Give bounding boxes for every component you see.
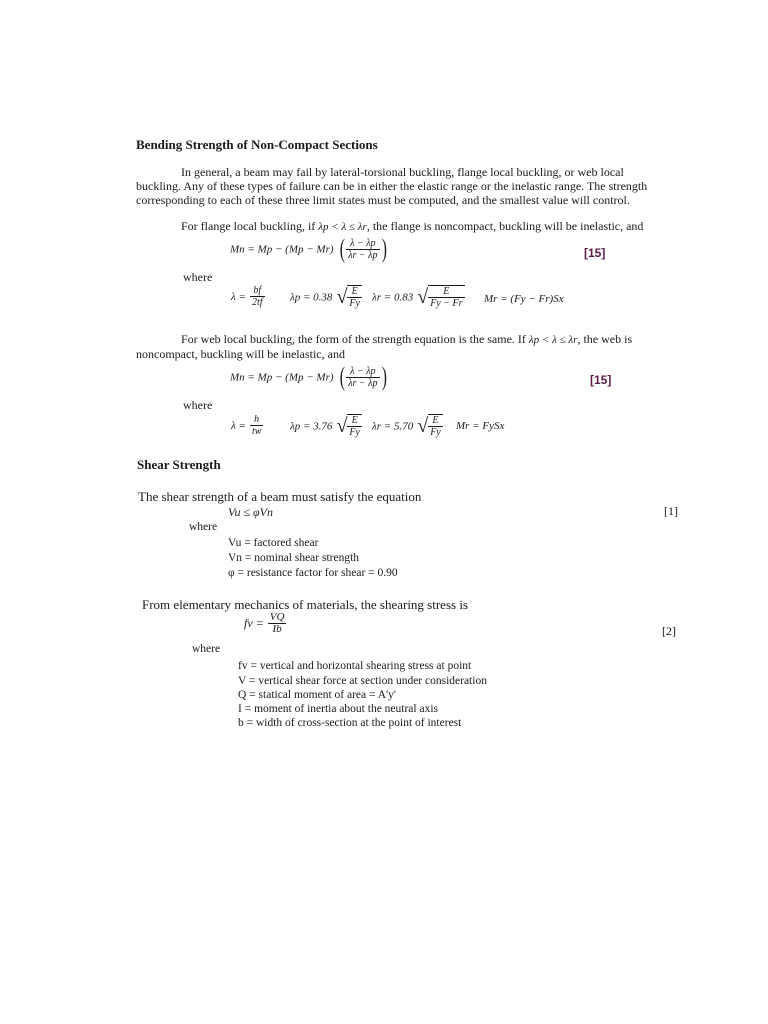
fraction-numerator: E [347,415,362,427]
fraction-denominator: λr − λp [348,249,378,261]
equation-number: [15] [590,373,612,387]
mechanics-intro: From elementary mechanics of materials, the shearing stress is [142,597,468,612]
web-intro-text-end: , the web is [577,332,633,346]
where-label: where [183,270,213,284]
fraction-denominator: Fy − Fr [430,298,463,309]
equation-number: [1] [664,504,678,518]
flange-intro-text-end: , the flange is noncompact, buckling will be inelastic, and [366,219,644,233]
definition-b: b = width of cross-section at the point of interest [238,717,462,729]
web-buckling-intro-line2: noncompact, buckling will be inelastic, and [136,347,345,361]
paragraph-intro-line2: buckling. Any of these types of failure can be in either the elastic range or the inelastic range. The strength [136,179,648,193]
equation-number: [15] [584,246,606,260]
paragraph-intro-line1: In general, a beam may fail by lateral-torsional buckling, flange local buckling, or web local [181,165,624,179]
equation-web-mn: Mn = Mp − (Mp − Mr) ( $\frac{\lambda - \lambda p}{\lambda r - \lambda p}$ ) [230,362,387,391]
section-heading-bending: Bending Strength of Non-Compact Sections [136,137,378,152]
equation-shear-limit: Vu ≤ φVn [228,505,273,519]
fraction-denominator: tw [251,426,262,437]
lambda-p-expr: λp = 0.38 [290,291,333,304]
lambda-lhs: λ = [231,291,246,304]
fraction-numerator: λ − λp [346,366,379,378]
web-mr-def: Mr = FySx [456,420,505,432]
fraction-denominator: Fy [430,427,441,438]
fraction-numerator: h [250,414,263,426]
web-lambda-p-def: λp = 3.76 √ $\frac{E}{Fy}$ [290,414,360,438]
fraction-numerator: VQ [269,611,285,623]
equation-shear-stress [244,612,286,635]
fraction-denominator: λr − λp [348,377,378,389]
web-intro-text: For web local buckling, the form of the strength equation is the same. If [181,332,529,346]
fraction-denominator: 2tf [251,297,263,308]
flange-lambda-def [231,285,265,308]
definition-phi: φ = resistance factor for shear = 0.90 [228,567,398,579]
fraction-numerator: E [347,286,362,298]
fraction-numerator: bf [250,285,265,297]
definition-vu: Vu = factored shear [228,537,319,549]
definition-fv: fv = vertical and horizontal shearing stress at point [238,660,472,672]
definition-q: Q = statical moment of area = A'y' [238,689,396,701]
web-lambda-r-def: λr = 5.70 √ $\frac{E}{Fy}$ [372,414,441,438]
definition-v: V = vertical shear force at section under consideration [238,675,487,687]
equation-lhs: fv = [244,616,264,631]
where-label: where [189,521,218,533]
paragraph-intro-line3: corresponding to each of these three limit states must be computed, and the smallest value will control. [136,193,630,207]
flange-intro-text: For flange local buckling, if [181,219,319,233]
where-label: where [192,643,221,655]
web-lambda-def [231,414,263,437]
equation-lhs: Mn = Mp − (Mp − Mr) [230,371,334,384]
lambda-lhs: λ = [231,420,246,433]
fraction-numerator: E [428,415,443,427]
fraction-numerator: E [428,286,464,298]
fraction-denominator: Fy [349,298,360,309]
definition-vn: Vn = nominal shear strength [228,552,360,564]
fraction-numerator: λ − λp [346,238,379,250]
fraction-denominator: Ib [272,623,282,635]
shear-intro: The shear strength of a beam must satisfy the equation [138,489,422,504]
flange-condition: λp < λ ≤ λr [318,221,367,233]
equation-flange-mn: Mn = Mp − (Mp − Mr) ( $\frac{\lambda - \lambda p}{\lambda r - \lambda p}$ ) [230,234,387,263]
flange-lambda-r-def: λr = 0.83 √ $\frac{E}{Fy - Fr}$ [372,285,463,309]
where-label: where [183,398,213,412]
lambda-r-expr: λr = 0.83 [372,291,414,304]
flange-lambda-p-def: λp = 0.38 √ $\frac{E}{Fy}$ [290,285,360,309]
lambda-r-expr: λr = 5.70 [372,420,414,433]
fraction-denominator: Fy [349,427,360,438]
equation-number: [2] [662,624,676,638]
definition-i: I = moment of inertia about the neutral axis [238,703,439,715]
flange-mr-def: Mr = (Fy − Fr)Sx [484,293,564,305]
lambda-p-expr: λp = 3.76 [290,420,333,433]
web-condition: λp < λ ≤ λr [528,334,578,346]
flange-buckling-intro [181,219,643,235]
equation-lhs: Mn = Mp − (Mp − Mr) [230,243,334,256]
section-heading-shear: Shear Strength [137,457,221,472]
web-buckling-intro [181,332,632,348]
